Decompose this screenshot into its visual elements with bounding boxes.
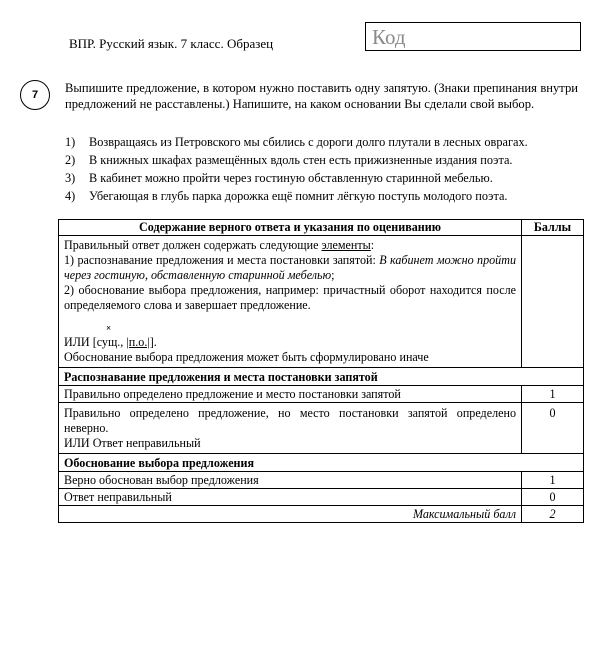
- intro-text: Правильный ответ должен содержать следующие: [64, 238, 322, 252]
- criterion-text: Правильно определено предложение и место постановки запятой: [59, 386, 522, 403]
- intro-colon: :: [370, 238, 375, 252]
- points-column-header: Баллы: [522, 220, 584, 236]
- cross-mark: ×: [106, 323, 112, 333]
- code-field[interactable]: [365, 22, 581, 51]
- criterion-points: 1: [522, 472, 584, 489]
- max-score-value: 2: [522, 506, 584, 523]
- option-3: [65, 169, 585, 187]
- model-answer-sentence: В кабинет можно пройти через гостиную, обставленную старинной мебелью: [64, 253, 516, 282]
- code-label: Код: [372, 25, 406, 49]
- item1-semicolon: ;: [331, 268, 335, 282]
- option-text: В книжных шкафах размещённых вдоль стен есть прижизненные издания поэта.: [89, 153, 513, 167]
- table-row: [59, 472, 584, 489]
- option-number: 1): [65, 135, 76, 149]
- item1-text: 1) распознавание предложения и места постановки запятой:: [64, 253, 380, 267]
- option-text: В кабинет можно пройти через гостиную обставленную старинной мебелью.: [89, 171, 493, 185]
- criterion-text: Правильно определено предложение, но место постановки запятой определено неверно.: [64, 406, 516, 435]
- scheme-prefix: ИЛИ [сущ.,: [64, 335, 127, 349]
- section-row: [59, 454, 584, 472]
- grading-table: [58, 219, 584, 523]
- task-number: 7: [20, 80, 50, 110]
- task-instructions: Выпишите предложение, в котором нужно поставить одну запятую. (Знаки препинания внутри предложений не расставлены.) Напишите, на каком основании Вы сделали свой выбор.: [65, 81, 578, 111]
- option-text: Убегающая в глубь парка дорожка ещё помнит лёгкую поступь молодого поэта.: [89, 189, 508, 203]
- table-header-row: [59, 220, 584, 236]
- option-2: [65, 151, 585, 169]
- option-number: 4): [65, 189, 76, 203]
- criterion-text-alt: ИЛИ Ответ неправильный: [64, 436, 201, 450]
- table-row: [59, 403, 584, 454]
- scheme-suffix: ].: [149, 335, 157, 349]
- criterion-points: 1: [522, 386, 584, 403]
- criterion-text: Верно обоснован выбор предложения: [59, 472, 522, 489]
- section-title-recognition: Распознавание предложения и места постановки запятой: [59, 368, 584, 386]
- answer-item-1: [64, 253, 516, 283]
- elements-term: элементы: [321, 238, 371, 252]
- max-score-row: [59, 506, 584, 523]
- criterion-text: Ответ неправильный: [59, 489, 522, 506]
- scheme-line: [64, 335, 516, 350]
- content-column-header: Содержание верного ответа и указания по оцениванию: [59, 220, 522, 236]
- answer-item-2: 2) обоснование выбора предложения, например: причастный оборот находится после определяемого слова и завершает предложение.: [64, 283, 516, 312]
- table-row: [59, 386, 584, 403]
- criterion-points: 0: [522, 489, 584, 506]
- answer-options: [65, 133, 585, 205]
- option-number: 2): [65, 153, 76, 167]
- answer-cell: [59, 236, 522, 368]
- option-number: 3): [65, 171, 76, 185]
- section-row: [59, 368, 584, 386]
- table-row: [59, 489, 584, 506]
- option-1: [65, 133, 585, 151]
- max-score-label: Максимальный балл: [59, 506, 522, 523]
- participle-phrase-mark: |п.о.|: [126, 335, 150, 349]
- answer-points-cell: [522, 236, 584, 368]
- answer-note: Обоснование выбора предложения может быть сформулировано иначе: [64, 350, 429, 364]
- option-text: Возвращаясь из Петровского мы сбились с дороги долго плутали в лесных оврагах.: [89, 135, 528, 149]
- answer-intro: [64, 238, 516, 253]
- document-header: ВПР. Русский язык. 7 класс. Образец: [69, 36, 274, 51]
- section-title-justification: Обоснование выбора предложения: [59, 454, 584, 472]
- answer-row: [59, 236, 584, 368]
- criterion-points: 0: [522, 403, 584, 454]
- option-4: [65, 187, 585, 205]
- criterion-cell: [59, 403, 522, 454]
